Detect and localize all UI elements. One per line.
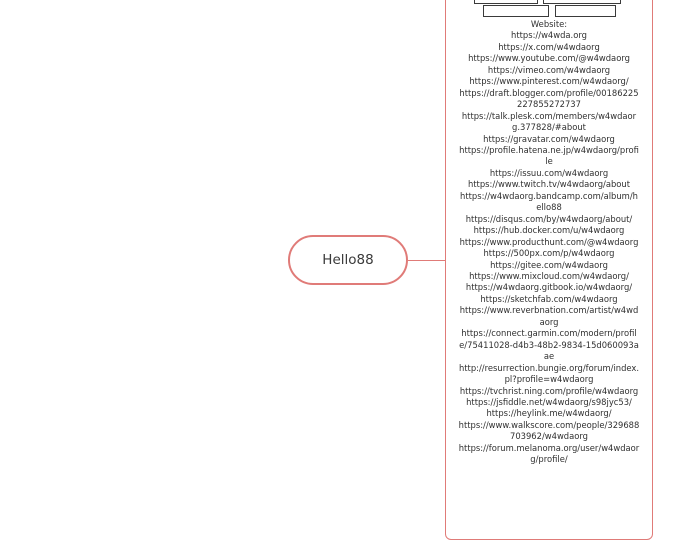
website-link[interactable]: https://gitee.com/w4wdaorg <box>490 259 608 270</box>
website-link[interactable]: https://x.com/w4wdaorg <box>498 41 600 52</box>
website-link[interactable]: https://jsfiddle.net/w4wdaorg/s98jyc53/ <box>466 396 632 407</box>
website-link[interactable]: https://talk.plesk.com/members/w4wdaorg.377828/#about <box>461 110 637 133</box>
website-link[interactable]: https://www.twitch.tv/w4wdaorg/about <box>467 179 631 190</box>
website-link[interactable]: https://disqus.com/by/w4wdaorg/about/ <box>465 213 633 224</box>
subtopic-text <box>458 19 640 466</box>
branch-connector <box>408 260 446 261</box>
website-link[interactable]: https://draft.blogger.com/profile/00186225227855272737 <box>459 87 639 110</box>
website-link[interactable]: https://www.mixcloud.com/w4wdaorg/ <box>469 270 629 281</box>
subtopic-heading: Website: <box>530 19 568 29</box>
embedded-field-3 <box>483 5 549 17</box>
website-link[interactable]: https://www.reverbnation.com/artist/w4wdaorg <box>459 305 639 327</box>
website-link[interactable]: https://vimeo.com/w4wdaorg <box>487 64 611 75</box>
website-link[interactable]: http://resurrection.bungie.org/forum/index.pl?profile=w4wdaorg <box>458 362 640 385</box>
website-link[interactable]: https://profile.hatena.ne.jp/w4wdaorg/profile <box>459 144 639 167</box>
website-link[interactable]: https://www.walkscore.com/people/329688703962/w4wdaorg <box>458 419 640 442</box>
root-topic-label: Hello88 <box>322 252 374 268</box>
website-link[interactable]: https://connect.garmin.com/modern/profile/75411028-d4b3-48b2-9834-15d060093aae <box>459 328 639 362</box>
website-link[interactable]: https://sketchfab.com/w4wdaorg <box>480 293 618 304</box>
website-link[interactable]: https://www.youtube.com/@w4wdaorg <box>468 53 630 64</box>
website-link[interactable]: https://gravatar.com/w4wdaorg <box>483 133 615 144</box>
embedded-field-4 <box>555 5 616 17</box>
embedded-field-1 <box>474 0 538 4</box>
website-link[interactable]: https://www.pinterest.com/w4wdaorg/ <box>469 76 629 87</box>
website-link[interactable]: https://w4wdaorg.gitbook.io/w4wdaorg/ <box>465 282 633 293</box>
root-topic-node[interactable] <box>288 235 408 285</box>
website-link[interactable]: https://heylink.me/w4wdaorg/ <box>486 408 612 419</box>
website-link[interactable]: https://w4wdaorg.bandcamp.com/album/hello88 <box>460 190 638 213</box>
website-link[interactable]: https://hub.docker.com/u/w4wdaorg <box>473 225 625 236</box>
website-link[interactable]: https://issuu.com/w4wdaorg <box>489 167 609 178</box>
embedded-field-2 <box>543 0 621 4</box>
website-link[interactable]: https://forum.melanoma.org/user/w4wdaorg/profile/ <box>458 442 640 465</box>
website-link[interactable]: https://w4wda.org <box>511 30 587 41</box>
website-link[interactable]: https://tvchrist.ning.com/profile/w4wdaorg <box>459 385 639 396</box>
website-link[interactable]: https://500px.com/p/w4wdaorg <box>483 248 615 259</box>
website-link[interactable]: https://www.producthunt.com/@w4wdaorg <box>459 236 639 247</box>
